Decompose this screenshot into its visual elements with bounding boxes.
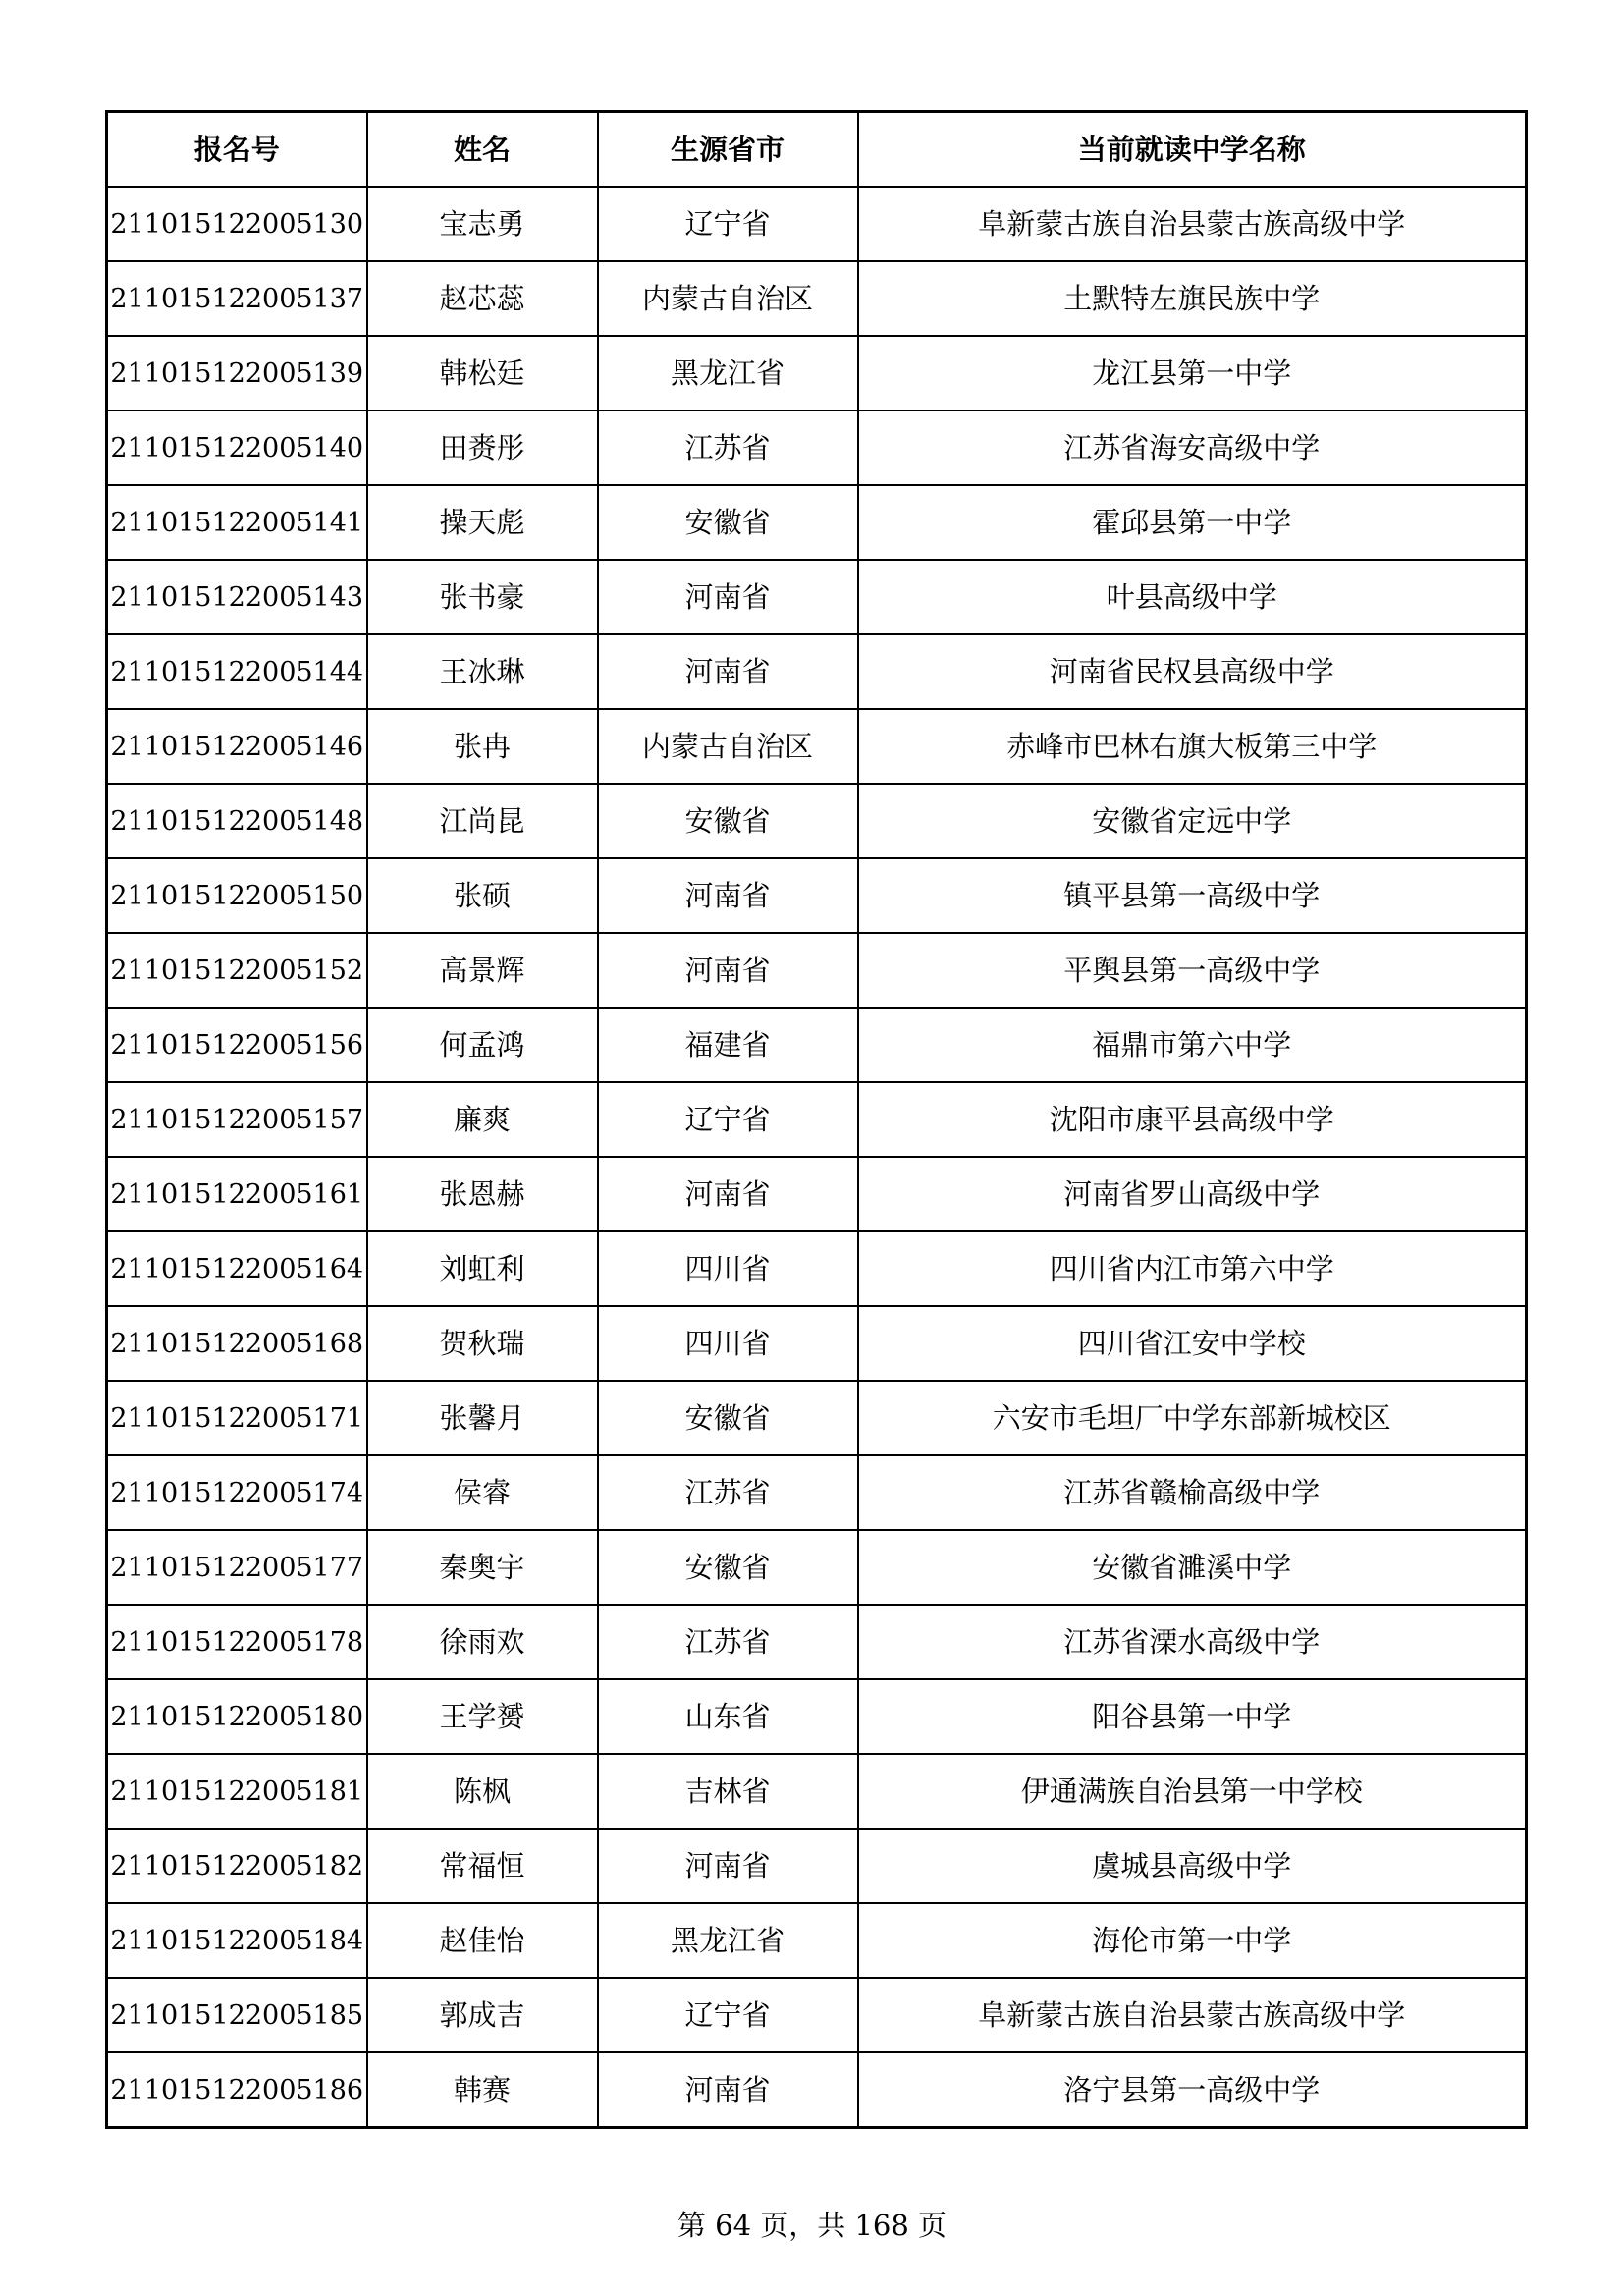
table-row [107,1082,1527,1157]
school-name-cell: 河南省罗山高级中学 [858,1157,1527,1231]
school-name-cell: 镇平县第一高级中学 [858,858,1527,933]
header-province: 生源省市 [598,112,858,188]
province-cell: 河南省 [598,634,858,709]
registration-number-cell: 211015122005182 [107,1829,367,1903]
table-body [107,187,1527,2128]
province-cell: 河南省 [598,560,858,634]
table-row [107,1455,1527,1530]
registration-number-cell: 211015122005152 [107,933,367,1008]
province-cell: 安徽省 [598,1530,858,1605]
admission-roster-table [105,110,1528,2129]
registration-number-cell: 211015122005185 [107,1978,367,2052]
school-name-cell: 伊通满族自治县第一中学校 [858,1754,1527,1829]
student-name-cell: 张馨月 [367,1381,598,1455]
header-name: 姓名 [367,112,598,188]
province-cell: 河南省 [598,2052,858,2128]
province-cell: 四川省 [598,1306,858,1381]
province-cell: 四川省 [598,1231,858,1306]
province-cell: 黑龙江省 [598,336,858,410]
province-cell: 江苏省 [598,1455,858,1530]
registration-number-cell: 211015122005164 [107,1231,367,1306]
table-row [107,1829,1527,1903]
school-name-cell: 海伦市第一中学 [858,1903,1527,1978]
province-cell: 山东省 [598,1679,858,1754]
table-row [107,858,1527,933]
province-cell: 河南省 [598,1157,858,1231]
header-school-name: 当前就读中学名称 [858,112,1527,188]
table-row [107,1157,1527,1231]
school-name-cell: 虞城县高级中学 [858,1829,1527,1903]
table-row [107,1231,1527,1306]
header-registration-number: 报名号 [107,112,367,188]
school-name-cell: 安徽省定远中学 [858,784,1527,858]
table-row [107,1754,1527,1829]
school-name-cell: 江苏省溧水高级中学 [858,1605,1527,1679]
registration-number-cell: 211015122005148 [107,784,367,858]
table-row [107,261,1527,336]
province-cell: 福建省 [598,1008,858,1082]
province-cell: 吉林省 [598,1754,858,1829]
student-name-cell: 王学赟 [367,1679,598,1754]
student-name-cell: 陈枫 [367,1754,598,1829]
student-name-cell: 江尚昆 [367,784,598,858]
province-cell: 河南省 [598,858,858,933]
table-row [107,709,1527,784]
student-name-cell: 王冰琳 [367,634,598,709]
table-header-row [107,112,1527,188]
table-row [107,1306,1527,1381]
table-row [107,1978,1527,2052]
registration-number-cell: 211015122005174 [107,1455,367,1530]
registration-number-cell: 211015122005140 [107,410,367,485]
table-row [107,1679,1527,1754]
registration-number-cell: 211015122005171 [107,1381,367,1455]
province-cell: 辽宁省 [598,187,858,261]
registration-number-cell: 211015122005180 [107,1679,367,1754]
province-cell: 黑龙江省 [598,1903,858,1978]
student-name-cell: 韩松廷 [367,336,598,410]
school-name-cell: 平舆县第一高级中学 [858,933,1527,1008]
school-name-cell: 阳谷县第一中学 [858,1679,1527,1754]
province-cell: 河南省 [598,933,858,1008]
registration-number-cell: 211015122005137 [107,261,367,336]
school-name-cell: 阜新蒙古族自治县蒙古族高级中学 [858,187,1527,261]
table-row [107,1008,1527,1082]
registration-number-cell: 211015122005144 [107,634,367,709]
student-name-cell: 徐雨欢 [367,1605,598,1679]
registration-number-cell: 211015122005141 [107,485,367,560]
table-row [107,336,1527,410]
table-row [107,634,1527,709]
registration-number-cell: 211015122005146 [107,709,367,784]
province-cell: 江苏省 [598,1605,858,1679]
school-name-cell: 霍邱县第一中学 [858,485,1527,560]
student-name-cell: 常福恒 [367,1829,598,1903]
province-cell: 安徽省 [598,485,858,560]
student-name-cell: 贺秋瑞 [367,1306,598,1381]
registration-number-cell: 211015122005130 [107,187,367,261]
page-footer: 第 64 页，共 168 页 [677,2209,947,2242]
school-name-cell: 四川省内江市第六中学 [858,1231,1527,1306]
student-name-cell: 刘虹利 [367,1231,598,1306]
school-name-cell: 安徽省濉溪中学 [858,1530,1527,1605]
school-name-cell: 四川省江安中学校 [858,1306,1527,1381]
table-row [107,2052,1527,2128]
registration-number-cell: 211015122005177 [107,1530,367,1605]
student-name-cell: 操天彪 [367,485,598,560]
table-row [107,1381,1527,1455]
student-name-cell: 高景辉 [367,933,598,1008]
student-name-cell: 廉爽 [367,1082,598,1157]
table-row [107,485,1527,560]
school-name-cell: 阜新蒙古族自治县蒙古族高级中学 [858,1978,1527,2052]
province-cell: 安徽省 [598,784,858,858]
student-name-cell: 宝志勇 [367,187,598,261]
student-name-cell: 侯睿 [367,1455,598,1530]
registration-number-cell: 211015122005168 [107,1306,367,1381]
registration-number-cell: 211015122005178 [107,1605,367,1679]
school-name-cell: 福鼎市第六中学 [858,1008,1527,1082]
province-cell: 河南省 [598,1829,858,1903]
table-row [107,1903,1527,1978]
school-name-cell: 洛宁县第一高级中学 [858,2052,1527,2128]
student-name-cell: 张书豪 [367,560,598,634]
province-cell: 内蒙古自治区 [598,709,858,784]
school-name-cell: 叶县高级中学 [858,560,1527,634]
student-name-cell: 秦奥宇 [367,1530,598,1605]
table-row [107,933,1527,1008]
province-cell: 辽宁省 [598,1082,858,1157]
student-name-cell: 田赉彤 [367,410,598,485]
school-name-cell: 江苏省海安高级中学 [858,410,1527,485]
school-name-cell: 龙江县第一中学 [858,336,1527,410]
registration-number-cell: 211015122005156 [107,1008,367,1082]
province-cell: 内蒙古自治区 [598,261,858,336]
school-name-cell: 六安市毛坦厂中学东部新城校区 [858,1381,1527,1455]
student-name-cell: 郭成吉 [367,1978,598,2052]
table-row [107,784,1527,858]
table-row [107,560,1527,634]
registration-number-cell: 211015122005186 [107,2052,367,2128]
registration-number-cell: 211015122005139 [107,336,367,410]
student-name-cell: 韩赛 [367,2052,598,2128]
school-name-cell: 河南省民权县高级中学 [858,634,1527,709]
student-name-cell: 何孟鸿 [367,1008,598,1082]
student-name-cell: 张恩赫 [367,1157,598,1231]
province-cell: 安徽省 [598,1381,858,1455]
table-row [107,187,1527,261]
school-name-cell: 土默特左旗民族中学 [858,261,1527,336]
school-name-cell: 赤峰市巴林右旗大板第三中学 [858,709,1527,784]
student-name-cell: 张硕 [367,858,598,933]
table-row [107,410,1527,485]
student-name-cell: 张冉 [367,709,598,784]
province-cell: 江苏省 [598,410,858,485]
registration-number-cell: 211015122005181 [107,1754,367,1829]
table-row [107,1530,1527,1605]
student-name-cell: 赵芯蕊 [367,261,598,336]
table-row [107,1605,1527,1679]
school-name-cell: 江苏省赣榆高级中学 [858,1455,1527,1530]
registration-number-cell: 211015122005161 [107,1157,367,1231]
registration-number-cell: 211015122005150 [107,858,367,933]
province-cell: 辽宁省 [598,1978,858,2052]
student-name-cell: 赵佳怡 [367,1903,598,1978]
school-name-cell: 沈阳市康平县高级中学 [858,1082,1527,1157]
registration-number-cell: 211015122005157 [107,1082,367,1157]
registration-number-cell: 211015122005143 [107,560,367,634]
registration-number-cell: 211015122005184 [107,1903,367,1978]
